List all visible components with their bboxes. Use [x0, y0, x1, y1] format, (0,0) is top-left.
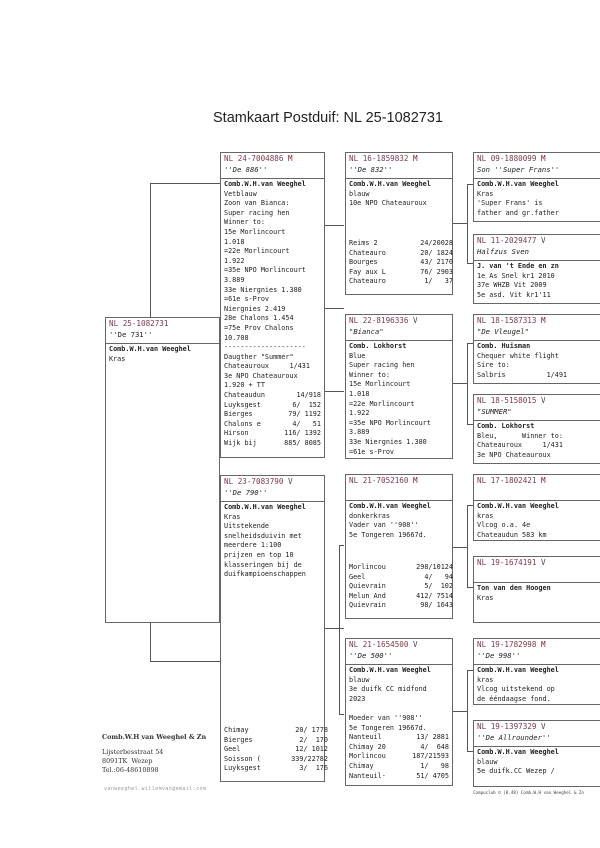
result-row — [349, 573, 453, 583]
card-line: Moeder van ''908'' — [349, 713, 423, 722]
card-line: 3e NPO Chateauroux — [224, 371, 298, 380]
card-header — [474, 235, 600, 261]
connector-line — [467, 505, 468, 588]
card-line: Comb. Lokhorst — [349, 342, 407, 350]
card-line: duifkampioenschappen — [224, 570, 306, 579]
card-line: Comb.W.H.van Weeghel — [477, 748, 559, 756]
result-row — [224, 401, 321, 411]
result-row — [349, 733, 449, 743]
pigeon-name: ''De Allrounder'' — [477, 733, 551, 742]
pigeon-name: ''De 500'' — [349, 651, 393, 660]
connector-line — [452, 711, 468, 712]
pigeon-card-dam-sire — [345, 474, 453, 619]
ring-text: NL 19-1782998 — [477, 640, 537, 649]
card-line: Chateauroux 1/431 — [224, 362, 310, 371]
result-row — [349, 772, 449, 782]
card-header — [346, 475, 452, 501]
pigeon-card-sds — [473, 314, 600, 384]
card-line: Sire to: — [477, 361, 510, 370]
card-header — [474, 721, 600, 747]
owner-email: vanweeghel.willemvan@email.com — [104, 786, 207, 792]
connector-line — [150, 183, 151, 320]
ring-number: NL 25-1082731 — [109, 319, 169, 328]
result-place: Morlincou — [349, 563, 386, 572]
result-value: 298/10124 — [416, 563, 453, 572]
result-place: Hirson — [224, 429, 249, 438]
ring-text: NL 19-1397329 — [477, 722, 537, 731]
card-line: Kras — [477, 593, 494, 602]
result-row — [224, 764, 328, 774]
connector-line — [324, 391, 344, 392]
card-line: meerdere 1:100 — [224, 541, 282, 550]
owner-phone: Tel.:06-48610898 — [102, 766, 159, 774]
result-row — [349, 592, 453, 602]
card-line: 3e duifk CC midfond — [349, 685, 427, 694]
result-row — [349, 752, 449, 762]
card-line: 1.922 — [349, 409, 370, 418]
pigeon-card-ssd — [473, 234, 600, 304]
ring-text: NL 16-1859832 — [349, 154, 409, 163]
card-header — [474, 395, 600, 421]
card-header — [474, 153, 600, 179]
result-value: 20/ 1778 — [295, 726, 328, 735]
card-line: =35e NPO Morlincourt — [349, 418, 431, 427]
card-line: Comb. Huisman — [477, 342, 531, 350]
ring-text: NL 23-7083790 — [224, 477, 284, 486]
card-line: J. van 't Ende en zn — [477, 262, 559, 270]
result-place: Nanteuil- — [349, 771, 386, 780]
ring-text: NL 19-1674191 — [477, 558, 537, 567]
result-value: 79/ 1192 — [288, 410, 321, 419]
result-value: 5/ 102 — [424, 582, 453, 591]
sex-marker: V — [541, 722, 546, 731]
result-place: Chalons e — [224, 419, 261, 428]
sex-marker: V — [288, 477, 293, 486]
pigeon-name: ''De 998'' — [477, 651, 521, 660]
card-body — [474, 665, 600, 705]
result-place: Chimay 20 — [349, 742, 386, 751]
card-line: 1.018 — [349, 389, 370, 398]
result-row — [349, 582, 453, 592]
card-header — [474, 557, 600, 583]
sex-marker: M — [413, 154, 418, 163]
card-line: 5e Tongeren 19667d. — [349, 530, 427, 539]
card-line: Comb.W.H.van Weeghel — [224, 503, 306, 511]
card-line: blauw — [477, 757, 498, 766]
connector-line — [150, 661, 220, 662]
result-place: Chimay — [349, 761, 374, 770]
card-line: blauw — [349, 189, 370, 198]
result-row — [224, 736, 328, 746]
software-stamp: Compuclub © (8.48) Comb.W.H van Weeghel & Zn — [473, 790, 584, 795]
pigeon-card-sire-dam — [345, 314, 453, 459]
pigeon-card-sdd — [473, 394, 600, 464]
ring-text: NL 17-1802421 — [477, 476, 537, 485]
result-value: 1/ 98 — [420, 761, 449, 770]
result-place: Bierges — [224, 410, 253, 419]
card-line: 'Super Frans' is — [477, 199, 543, 208]
card-line: 3.889 — [349, 428, 370, 437]
result-value: 4/ 94 — [424, 572, 453, 581]
result-row — [349, 249, 453, 259]
card-line: =22e Morlincourt — [349, 399, 415, 408]
result-row — [349, 762, 449, 772]
result-value: 6/ 152 — [292, 400, 321, 409]
card-body — [474, 421, 600, 461]
card-header — [106, 318, 219, 344]
card-line — [349, 704, 449, 714]
card-body — [346, 665, 452, 782]
pigeon-name: ''De 731'' — [109, 330, 153, 339]
result-value: 412/ 7514 — [416, 591, 453, 600]
pigeon-card-dam — [220, 475, 328, 782]
result-place: Reims 2 — [349, 239, 378, 248]
result-value: 51/ 4705 — [416, 771, 449, 780]
result-place: Chateauro — [349, 248, 386, 257]
sex-marker: M — [541, 316, 546, 325]
card-line: Uitstekende — [224, 522, 270, 531]
card-results — [346, 562, 456, 612]
card-line: 1e As Snel kr1 2010 — [477, 271, 555, 280]
card-line: Bleu, Winner to: — [477, 431, 563, 440]
result-value: 187/21593 — [412, 752, 449, 761]
ring-text: NL 24-7004886 — [224, 154, 284, 163]
sex-marker: M — [541, 154, 546, 163]
pigeon-card-dsd — [473, 556, 600, 623]
ring-number — [477, 640, 597, 650]
pigeon-card-sire-sire — [345, 152, 453, 295]
connector-line — [150, 183, 220, 184]
card-line: 2023 — [349, 694, 366, 703]
connector-line — [467, 670, 468, 752]
card-line: -------------------- — [224, 343, 306, 352]
result-value: 13/ 2881 — [416, 733, 449, 742]
result-place: Melun And — [349, 591, 386, 600]
result-place: Geel — [224, 745, 241, 754]
ring-number — [477, 154, 597, 164]
card-line: 33e Niergnies 1.380 — [349, 437, 427, 446]
card-line: Chequer white flight — [477, 351, 559, 360]
result-value: 116/ 1392 — [284, 429, 321, 438]
card-line: donkerkras — [349, 511, 390, 520]
result-place: Nanteuil — [349, 733, 382, 742]
result-row — [349, 268, 453, 278]
result-row — [224, 439, 321, 449]
card-line: Chateauroux 1/431 — [477, 441, 563, 450]
sex-marker: V — [413, 316, 418, 325]
card-line: 37e WHZB Vit 2009 — [477, 281, 547, 290]
card-body — [474, 341, 600, 381]
card-line: Comb.W.H.van Weeghel — [224, 180, 306, 188]
pigeon-card-dss — [473, 474, 600, 541]
sex-marker: M — [288, 154, 293, 163]
ring-text: NL 21-7052160 — [349, 476, 409, 485]
card-header — [346, 639, 452, 665]
card-line: 3e NPO Chateauroux — [477, 450, 551, 459]
result-row — [224, 726, 328, 736]
card-line: Super racing hen — [224, 208, 290, 217]
card-body — [474, 501, 600, 541]
connector-line — [339, 545, 344, 546]
ring-number — [349, 154, 449, 164]
pigeon-card-subject — [105, 317, 220, 623]
card-line: blauw — [349, 675, 370, 684]
result-place: Luyksgest — [224, 764, 261, 773]
result-row — [224, 745, 328, 755]
page-title: Stamkaart Postduif: NL 25-1082731 — [213, 110, 443, 126]
result-place: Fay aux L — [349, 267, 386, 276]
card-line: kras — [477, 675, 494, 684]
ring-number — [477, 722, 597, 732]
sex-marker: M — [541, 640, 546, 649]
card-line: prijzen en top 10 — [224, 550, 294, 559]
pigeon-card-dam-dam — [345, 638, 453, 786]
result-value: 3/ 176 — [299, 764, 328, 773]
card-line: de ééndaagse fond. — [477, 694, 551, 703]
ring-number — [224, 154, 321, 164]
pigeon-card-dds — [473, 638, 600, 705]
card-line: 10.708 — [224, 333, 249, 342]
sex-marker: V — [541, 558, 546, 567]
connector-line — [452, 547, 468, 548]
card-line: kras — [477, 511, 494, 520]
card-line: 5e duifk.CC Wezep / — [477, 767, 555, 776]
connector-line — [467, 184, 468, 264]
card-line: 10e NPO Chateauroux — [349, 199, 427, 208]
ring-number — [477, 236, 597, 246]
card-header — [346, 315, 452, 341]
card-line: Vlcog uitstekend op — [477, 685, 555, 694]
result-row — [224, 755, 328, 765]
card-body — [221, 179, 324, 450]
pigeon-name: "De Vleugel" — [477, 327, 529, 336]
card-line: Comb. Lokhorst — [477, 422, 535, 430]
pigeon-name: ''De 886'' — [224, 165, 268, 174]
card-line: 1.018 — [224, 237, 245, 246]
result-value: 339/22782 — [291, 754, 328, 763]
card-body — [346, 501, 452, 541]
result-place: Quievrain — [349, 601, 386, 610]
result-place: Luyksgest — [224, 400, 261, 409]
result-row — [349, 743, 449, 753]
sex-marker: M — [541, 476, 546, 485]
card-body — [474, 583, 600, 604]
card-body — [346, 179, 452, 210]
result-value: 20/ 1824 — [420, 248, 453, 257]
result-value: 24/20028 — [420, 239, 453, 248]
card-line: Vetblauw — [224, 189, 257, 198]
card-line: 5e asd. Vit kr1'11 — [477, 290, 551, 299]
ring-text: NL 09-1880099 — [477, 154, 537, 163]
result-row — [224, 410, 321, 420]
card-line: Ton van den Hoogen — [477, 584, 551, 592]
card-body — [106, 344, 219, 365]
result-row — [224, 429, 321, 439]
connector-line — [150, 622, 151, 662]
owner-name: Comb.W.H van Weeghel & Zn — [102, 733, 207, 741]
connector-line — [324, 225, 344, 226]
ring-text: NL 11-2029477 — [477, 236, 537, 245]
result-place: Bierges — [224, 735, 253, 744]
result-value: 4/ 648 — [420, 742, 449, 751]
card-line: Salbris 1/491 — [477, 370, 568, 379]
card-line: snelheidsduivin met — [224, 531, 302, 540]
sex-marker: M — [413, 476, 418, 485]
card-line: Winner to: — [349, 370, 390, 379]
connector-line — [452, 223, 468, 224]
card-line: Comb.W.H.van Weeghel — [477, 180, 559, 188]
card-line: 1.922 — [224, 256, 245, 265]
card-line: Comb.W.H.van Weeghel — [349, 502, 431, 510]
owner-postal: 8091TK Wezep — [102, 757, 153, 765]
result-row — [349, 258, 453, 268]
connector-line — [324, 628, 344, 629]
card-header — [221, 153, 324, 179]
result-value: 1/ 37 — [424, 277, 453, 286]
connector-line — [452, 383, 468, 384]
connector-line — [339, 714, 344, 715]
ring-text: NL 21-1654500 — [349, 640, 409, 649]
ring-number — [477, 396, 597, 406]
connector-line — [467, 343, 468, 425]
card-line: Zoon van Bianca: — [224, 199, 290, 208]
card-body — [346, 341, 452, 458]
pigeon-name: Son ''Super Frans'' — [477, 165, 560, 174]
result-row — [224, 391, 321, 401]
result-value: 14/918 — [296, 391, 321, 400]
card-line: 5e Tongeren 19667d. — [349, 723, 427, 732]
owner-address: Lijsterbesstraat 54 — [102, 748, 164, 756]
pigeon-name: ''De 790'' — [224, 488, 268, 497]
card-header — [474, 315, 600, 341]
card-line: 15e Morlincourt — [349, 380, 411, 389]
result-row — [349, 239, 453, 249]
sex-marker: V — [541, 396, 546, 405]
ring-number — [224, 477, 321, 487]
ring-number — [349, 640, 449, 650]
card-body — [474, 747, 600, 778]
card-header — [474, 475, 600, 501]
ring-number — [477, 558, 597, 568]
card-line: 3.889 — [224, 275, 245, 284]
sex-marker: V — [541, 236, 546, 245]
card-results — [221, 725, 331, 775]
card-header — [221, 476, 324, 502]
card-line: Comb.W.H.van Weeghel — [477, 502, 559, 510]
result-value: 12/ 1012 — [295, 745, 328, 754]
result-row — [349, 563, 453, 573]
pigeon-card-sss — [473, 152, 600, 222]
card-line: Chateaudun 583 km — [477, 530, 547, 539]
card-line: =35e NPO Morlincourt — [224, 266, 306, 275]
card-line: =22e Morlincourt — [224, 247, 290, 256]
card-line: Comb.W.H.van Weeghel — [477, 666, 559, 674]
result-place: Morlincou — [349, 752, 386, 761]
card-line: klasseringen bij de — [224, 560, 302, 569]
card-line: Niergnies 2.419 — [224, 304, 286, 313]
connector-line — [339, 545, 340, 715]
card-line: Kras — [224, 512, 241, 521]
card-line: Vader van ''908'' — [349, 521, 419, 530]
card-body — [221, 502, 324, 581]
sex-marker: V — [413, 640, 418, 649]
ring-text: NL 18-5158015 — [477, 396, 537, 405]
card-line: Super racing hen — [349, 361, 415, 370]
card-header — [346, 153, 452, 179]
card-line: Vlcog o.a. 4e — [477, 521, 531, 530]
result-place: Chateaudun — [224, 391, 265, 400]
result-place: Chimay — [224, 726, 249, 735]
pigeon-card-sire — [220, 152, 325, 458]
result-value: 2/ 170 — [299, 735, 328, 744]
pigeon-name: ''De 832'' — [349, 165, 393, 174]
card-line: Comb.W.H.van Weeghel — [349, 180, 431, 188]
card-line: father and gr.father — [477, 208, 559, 217]
ring-text: NL 18-1587313 — [477, 316, 537, 325]
pigeon-card-ddd — [473, 720, 600, 787]
pigeon-name: Halfzus Sven — [477, 247, 529, 256]
result-value: 4/ 51 — [292, 419, 321, 428]
result-value: 43/ 2170 — [420, 258, 453, 267]
card-results — [346, 238, 456, 288]
pigeon-name: "SUMMER" — [477, 407, 512, 416]
result-row — [224, 420, 321, 430]
card-line: =61e s-Prov — [349, 447, 395, 456]
connector-line — [324, 308, 344, 309]
card-line: 28e Chalons 1.454 — [224, 314, 294, 323]
result-place: Soisson ( — [224, 754, 261, 763]
result-place: Bourges — [349, 258, 378, 267]
ring-number — [477, 476, 597, 486]
card-line: Comb.W.H.van Weeghel — [109, 345, 191, 353]
card-line: 15e Morlincourt — [224, 227, 286, 236]
card-line: Blue — [349, 351, 366, 360]
card-line: Kras — [477, 189, 494, 198]
card-line: Comb.W.H.van Weeghel — [349, 666, 431, 674]
ring-number — [477, 316, 597, 326]
card-header — [474, 639, 600, 665]
card-body — [474, 179, 600, 219]
card-body — [474, 261, 600, 301]
card-line: 33e Niergnies 1.380 — [224, 285, 302, 294]
result-value: 885/ 8085 — [284, 439, 321, 448]
result-value: 98/ 1643 — [420, 601, 453, 610]
card-line: 1.920 + TT — [224, 381, 265, 390]
card-line: Daugther "Summer" — [224, 352, 294, 361]
card-line: =61e s-Prov — [224, 295, 270, 304]
result-row — [349, 277, 453, 287]
ring-number — [349, 476, 449, 486]
card-line: Kras — [109, 354, 126, 363]
ring-text: NL 22-8196336 — [349, 316, 409, 325]
result-place: Geel — [349, 572, 366, 581]
result-place: Quievrain — [349, 582, 386, 591]
result-place: Wijk bij — [224, 439, 257, 448]
card-line: Winner to: — [224, 218, 265, 227]
pigeon-name: "Bianca" — [349, 327, 384, 336]
card-line: =75e Prov Chalons — [224, 323, 294, 332]
result-place: Chateauro — [349, 277, 386, 286]
ring-number — [349, 316, 449, 326]
result-row — [349, 601, 453, 611]
result-value: 76/ 2903 — [420, 267, 453, 276]
